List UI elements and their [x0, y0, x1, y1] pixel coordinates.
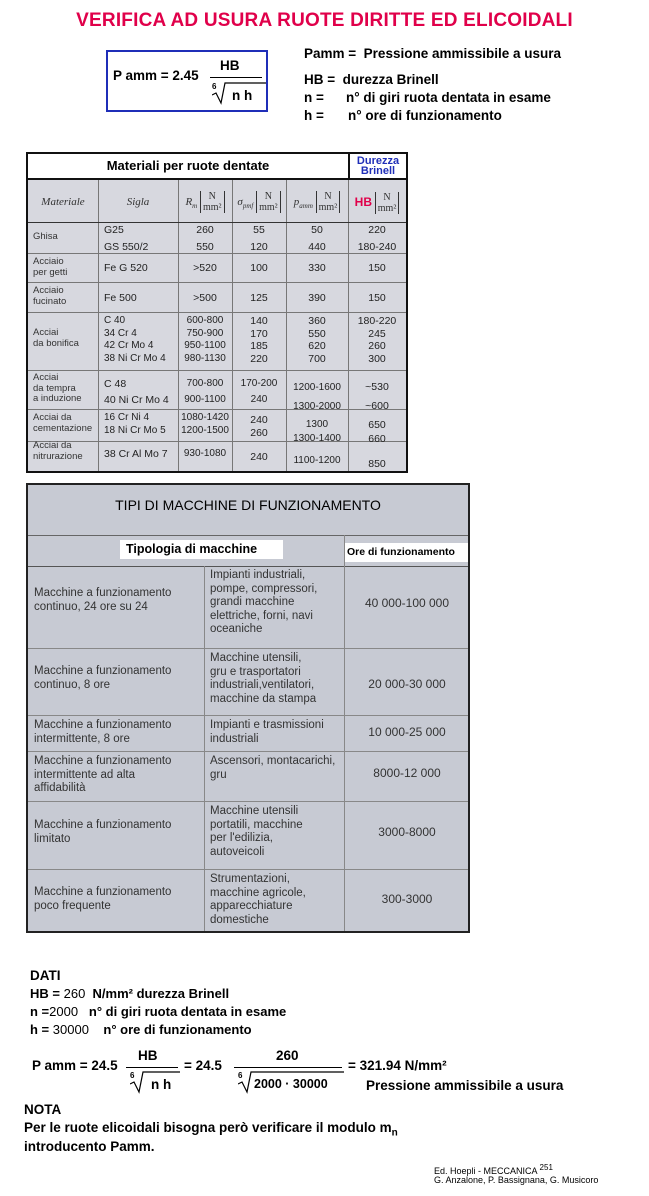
formula-lhs: P amm = 2.45	[113, 68, 199, 83]
machine-row-continuo24-ore: 40 000-100 000	[364, 596, 450, 610]
row-nitrurazione-rm: 930-1080	[183, 448, 227, 459]
nota-line1: Per le ruote elicoidali bisogna però verificare il modulo $m_n$	[24, 1120, 398, 1139]
calc-root-index-2: 6	[238, 1071, 243, 1080]
legend-hb: HB = durezza Brinell	[304, 72, 439, 87]
calc-formula	[0, 1040, 649, 1100]
row-tempra-pamm: 1200-1600 1300-2000	[293, 382, 341, 412]
page-title: VERIFICA AD USURA RUOTE DIRITTE ED ELICOIDALI	[76, 10, 573, 31]
machine-row-affidabilita-ore: 8000-12 000	[373, 766, 441, 780]
row-ghisa-materiale: Ghisa	[33, 231, 58, 242]
row-fucinato-sigma: 125	[250, 292, 268, 304]
calc-lhs: P amm = 24.5	[32, 1058, 118, 1073]
dati-heading: DATI	[30, 968, 61, 983]
row-cementazione-hb: 650 660	[368, 419, 386, 445]
row-bonifica-materiale: Acciai da bonifica	[33, 327, 79, 349]
footer-line1: Ed. Hoepli - MECCANICA $^{251}$	[434, 1163, 553, 1176]
row-tempra-sigma: 170-200 240	[240, 378, 278, 405]
machine-row-continuo24-tipo: Macchine a funzionamento continuo, 24 ore su 24	[34, 587, 172, 613]
machine-row-intermittente-ore: 10 000-25 000	[368, 725, 446, 739]
machine-row-limitato-tipo: Macchine a funzionamento limitato	[34, 819, 172, 845]
row-fucinato-hb: 150	[368, 292, 386, 304]
footer-line2: G. Anzalone, P. Bassignana, G. Musicoro	[434, 1175, 599, 1185]
machine-row-intermittente-tipo: Macchine a funzionamento intermittente, 8 ore	[34, 719, 172, 745]
machine-row-continuo8-esempi: Macchine utensili, gru e trasportatori industriali,ventilatori, macchine da stampa	[210, 652, 317, 705]
legend-h: h = n° ore di funzionamento	[304, 108, 502, 123]
row-nitrurazione-pamm: 1100-1200	[293, 455, 341, 466]
machine-row-continuo24-esempi: Impianti industriali, pompe, compressori, grandi macchine elettriche, forni, navi oceaniche	[210, 569, 318, 635]
dati-hb: HB = 260 N/mm² durezza Brinell	[30, 986, 230, 1001]
col-rm: $R_m$ N mm²	[178, 182, 232, 222]
calc-fraction-bar-1	[126, 1067, 178, 1068]
dati-n: n =2000 n° di giri ruota dentata in esame	[30, 1004, 287, 1019]
row-fucinato-sigla: Fe 500	[104, 292, 137, 304]
row-getti-materiale: Acciaio per getti	[33, 256, 68, 278]
nota-line2: introducento Pamm.	[24, 1139, 155, 1154]
row-cementazione-sigla: 16 Cr Ni 4 18 Ni Cr Mo 5	[104, 412, 166, 436]
row-ghisa-pamm: 50 440	[308, 224, 326, 253]
row-nitrurazione-materiale: Acciai da nitrurazione	[33, 440, 83, 462]
machine-row-poco-frequente-tipo: Macchine a funzionamento poco frequente	[34, 886, 172, 912]
formula-root-index: 6	[212, 82, 217, 91]
col-hb: HB N mm²	[348, 182, 406, 222]
machine-row-limitato-esempi: Macchine utensili portatili, macchine per l'edilizia, autoveicoli	[210, 805, 303, 858]
calc-eq2: = 24.5	[184, 1058, 222, 1073]
row-cementazione-rm: 1080-1420 1200-1500	[181, 412, 229, 436]
formula-numerator: HB	[220, 58, 240, 73]
row-fucinato-pamm: 390	[308, 292, 326, 304]
machine-row-continuo8-ore: 20 000-30 000	[368, 677, 446, 691]
col-materiale: Materiale	[41, 196, 85, 208]
formula-box	[106, 50, 268, 112]
row-fucinato-materiale: Acciaio fucinato	[33, 285, 67, 307]
row-ghisa-hb: 220 180-240	[357, 224, 397, 253]
row-bonifica-sigma: 140 170 185 220	[250, 315, 268, 365]
row-nitrurazione-sigma: 240	[250, 451, 268, 463]
machines-table-title: TIPI DI MACCHINE DI FUNZIONAMENTO	[115, 497, 381, 513]
machine-row-intermittente-esempi: Impianti e trasmissioni industriali	[210, 719, 324, 745]
row-bonifica-sigla: C 40 34 Cr 4 42 Cr Mo 4 38 Ni Cr Mo 4	[104, 315, 166, 364]
row-fucinato-rm: >500	[193, 292, 217, 304]
col-pamm: $p_{amm}$ N mm²	[286, 182, 348, 222]
row-getti-hb: 150	[368, 262, 386, 274]
calc-rad1: n h	[151, 1077, 172, 1092]
col-sigma: $\sigma_{pmf}$ N mm²	[232, 182, 286, 222]
machine-row-continuo8-tipo: Macchine a funzionamento continuo, 8 ore	[34, 665, 172, 691]
row-nitrurazione-sigla: 38 Cr Al Mo 7	[104, 448, 168, 460]
row-bonifica-hb: 180-220 245 260 300	[357, 315, 397, 365]
row-cementazione-materiale: Acciai da cementazione	[33, 412, 93, 434]
calc-rad2: 2000 · 30000	[254, 1077, 328, 1091]
machines-table	[26, 483, 470, 933]
legend-n: n = n° di giri ruota dentata in esame	[304, 90, 551, 105]
machine-row-poco-frequente-ore: 300-3000	[381, 892, 433, 906]
dati-h: h = 30000 n° ore di funzionamento	[30, 1022, 252, 1037]
col-sigla: Sigla	[126, 196, 150, 208]
calc-root-index-1: 6	[130, 1071, 135, 1080]
calc-result: = 321.94 N/mm²	[348, 1058, 447, 1073]
brinell-header: Durezza Brinell	[350, 154, 406, 180]
row-cementazione-sigma: 240 260	[250, 414, 268, 439]
row-ghisa-sigla: G25 GS 550/2	[104, 224, 149, 253]
row-getti-pamm: 330	[308, 262, 326, 274]
calc-num2: 260	[276, 1048, 299, 1063]
machine-row-poco-frequente-esempi: Strumentazioni, macchine agricole, apparecchiature domestiche	[210, 873, 306, 926]
row-getti-rm: >520	[193, 262, 217, 274]
col-tipologia-label: Tipologia di macchine	[120, 540, 283, 559]
machine-row-limitato-ore: 3000-8000	[378, 825, 436, 839]
row-ghisa-rm: 260 550	[196, 224, 214, 253]
formula-radicand: n h	[232, 88, 253, 103]
row-ghisa-sigma: 55 120	[250, 224, 268, 253]
row-tempra-materiale: Acciai da tempra a induzione	[33, 372, 82, 404]
legend-pamm: Pamm = Pressione ammissibile a usura	[304, 46, 562, 61]
materials-table-header: Materiali per ruote dentate	[28, 154, 350, 180]
row-getti-sigma: 100	[250, 262, 268, 274]
row-bonifica-pamm: 360 550 620 700	[308, 315, 326, 365]
nota-heading: NOTA	[24, 1102, 62, 1117]
calc-fraction-bar-2	[234, 1067, 342, 1068]
row-getti-sigla: Fe G 520	[104, 262, 148, 274]
calc-result-desc: Pressione ammissibile a usura	[366, 1078, 564, 1093]
row-tempra-rm: 700-800 900-1100	[184, 378, 226, 405]
calc-num1: HB	[138, 1048, 158, 1063]
machine-row-affidabilita-esempi: Ascensori, montacarichi, gru	[210, 755, 336, 781]
row-tempra-sigla: C 48 40 Ni Cr Mo 4	[104, 378, 169, 406]
col-ore-label: Ore di funzionamento	[344, 543, 470, 562]
row-cementazione-pamm: 1300 1300-1400	[293, 419, 341, 444]
row-bonifica-rm: 600-800 750-900 950-1100 980-1130	[184, 315, 226, 364]
row-tempra-hb: ~530 ~600	[365, 381, 389, 412]
row-nitrurazione-hb: 850	[368, 458, 386, 470]
machine-row-affidabilita-tipo: Macchine a funzionamento intermittente ad alta affidabilità	[34, 755, 172, 794]
formula-fraction-bar	[210, 77, 262, 78]
materials-table	[26, 152, 408, 473]
